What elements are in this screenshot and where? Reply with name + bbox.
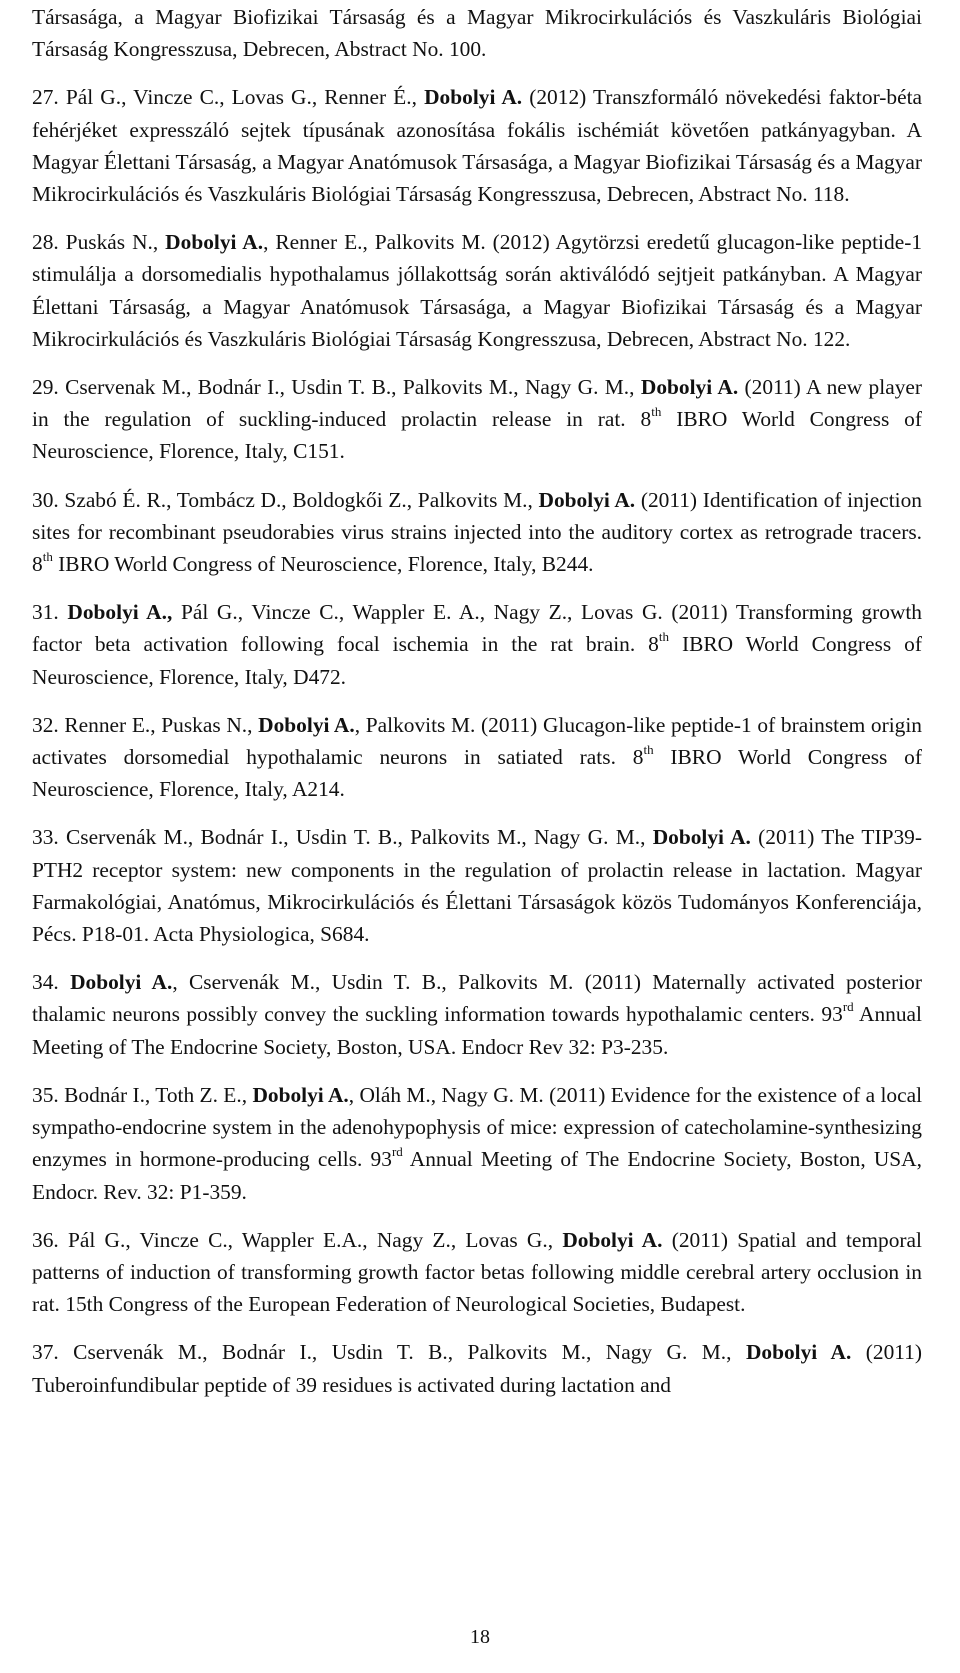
list-item: 29. Cservenak M., Bodnár I., Usdin T. B., Palkovits M., Nagy G. M., Dobolyi A. (2011) A new player in the regulation of suckling-induced prolactin release in rat. 8th IBRO World Congress of Neuroscience, Florence, Italy, C151.: [32, 375, 923, 464]
highlighted-author: Dobolyi A.: [165, 230, 264, 255]
highlighted-author: Dobolyi A.: [252, 1082, 349, 1107]
list-item: 34. Dobolyi A., Cservenák M., Usdin T. B., Palkovits M. (2011) Maternally activated posterior thalamic neurons possibly convey the suckling information towards hypothalamic centers. 93rd Annual Meeting of The Endocrine Society, Boston, USA. Endocr Rev 32: P3-235.: [32, 970, 922, 1059]
list-item: 30. Szabó É. R., Tombácz D., Boldogkői Z., Palkovits M., Dobolyi A. (2011) Identification of injection sites for recombinant pseudorabies virus strains injected into the auditory cortex as retrograde tracers. 8th IBRO World Congress of Neuroscience, Florence, Italy, B244.: [32, 487, 923, 577]
list-item: 32. Renner E., Puskas N., Dobolyi A., Palkovits M. (2011) Glucagon-like peptide-1 of brainstem origin activates dorsomedial hypothalamic neurons in satiated rats. 8th IBRO World Congress of Neuroscience, Florence, Italy, A214.: [32, 712, 922, 802]
highlighted-author: Dobolyi A.: [538, 487, 636, 512]
list-item: 37. Cservenák M., Bodnár I., Usdin T. B., Palkovits M., Nagy G. M., Dobolyi A. (2011) Tuberoinfundibular peptide of 39 residues is activated during lactation and: [32, 1340, 922, 1397]
highlighted-author: Dobolyi A.: [70, 970, 173, 995]
highlighted-author: Dobolyi A.: [424, 85, 523, 110]
page-number: 18: [470, 1626, 490, 1648]
highlighted-author: Dobolyi A.: [640, 375, 739, 400]
list-item: 35. Bodnár I., Toth Z. E., Dobolyi A., Oláh M., Nagy G. M. (2011) Evidence for the existence of a local sympatho-endocrine system in the adenohypophysis of mice: expression of catecholamine-synthesizing enzymes in hormone-producing cells. 93rd Annual Meeting of The Endocrine Society, Boston, USA, Endocr. Rev. 32: P1-359.: [32, 1082, 923, 1204]
highlighted-author: Dobolyi A.: [745, 1340, 852, 1365]
list-item: 36. Pál G., Vincze C., Wappler E.A., Nagy Z., Lovas G., Dobolyi A. (2011) Spatial and temporal patterns of induction of transforming growth factor betas following middle cerebral artery occlusion in rat. 15th Congress of the European Federation of Neurological Societies, Budapest.: [32, 1227, 922, 1317]
highlighted-author: Dobolyi A.: [258, 712, 355, 737]
list-item: 33. Cservenák M., Bodnár I., Usdin T. B., Palkovits M., Nagy G. M., Dobolyi A. (2011) The TIP39-PTH2 receptor system: new components in the regulation of prolactin release in lactation. Magyar Farmakológiai, Anatómus, Mikrocirkulációs és Élettani Társaságok közös Tudományos Konferenciája, Pécs. P18-01. Acta Physiologica, S684.: [32, 825, 923, 947]
list-item: 31. Dobolyi A., Pál G., Vincze C., Wappler E. A., Nagy Z., Lovas G. (2011) Transforming growth factor beta activation following focal ischemia in the rat brain. 8th IBRO World Congress of Neuroscience, Florence, Italy, D472.: [32, 600, 922, 689]
list-item: 27. Pál G., Vincze C., Lovas G., Renner É., Dobolyi A. (2012) Transzformáló növekedési faktor-béta fehérjéket expresszáló sejtek típusának azonosítása fokális ischémiát követően patkányagyban. A Magyar Élettani Társaság, a Magyar Anatómusok Társasága, a Magyar Biofizikai Társaság és a Magyar Mikrocirkulációs és Vaszkuláris Biológiai Társaság Kongresszusa, Debrecen, Abstract No. 118.: [32, 85, 923, 207]
highlighted-author: Dobolyi A.: [652, 825, 751, 850]
highlighted-author: Dobolyi A.,: [67, 600, 173, 625]
list-item: 28. Puskás N., Dobolyi A., Renner E., Palkovits M. (2012) Agytörzsi eredetű glucagon-like peptide-1 stimulálja a dorsomedialis hypothalamus jóllakottság során aktiválódó sejtjeit patkányban. A Magyar Élettani Társaság, a Magyar Anatómusok Társasága, a Magyar Biofizikai Társaság és a Magyar Mikrocirkulációs és Vaszkuláris Biológiai Társaság Kongresszusa, Debrecen, Abstract No. 122.: [32, 230, 923, 351]
list-item: Társasága, a Magyar Biofizikai Társaság és a Magyar Mikrocirkulációs és Vaszkuláris Biológiai Társaság Kongresszusa, Debrecen, Abstract No. 100.: [32, 5, 922, 62]
highlighted-author: Dobolyi A.: [562, 1227, 663, 1252]
reference-list: [32, 0, 922, 1417]
